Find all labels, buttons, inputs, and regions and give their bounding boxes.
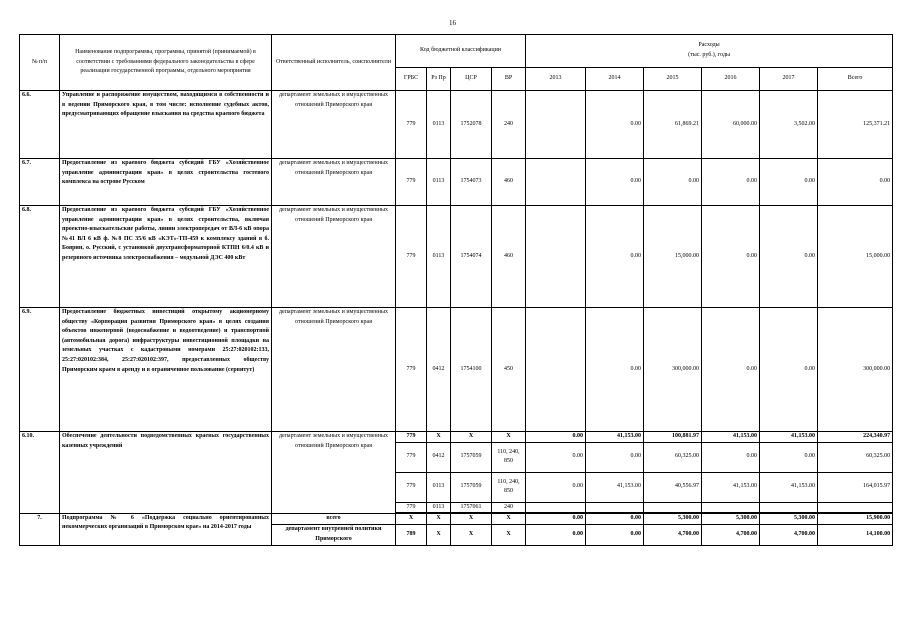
- header-csr: ЦСР: [451, 68, 492, 91]
- cell-2016: 5,300.00: [702, 513, 760, 524]
- cell-csr: 1757061: [451, 502, 492, 513]
- cell-vr: X: [492, 524, 526, 545]
- cell-total: 300,000.00: [818, 308, 893, 432]
- cell-2014: 41,153.00: [586, 432, 644, 443]
- cell-grbs: 779: [396, 432, 427, 443]
- row-name: Управление и распоряжение имуществом, находящимся в собственности и в ведении Приморского края, в том числе: исполнение судебных актов, предусматривающих обращение взыскания на средства краевого бюджета: [60, 91, 272, 159]
- table-row: [20, 308, 893, 432]
- cell-2017: 4,700.00: [760, 524, 818, 545]
- cell-2015: 60,325.00: [644, 442, 702, 472]
- row-responsible: департамент земельных и имущественных отношений Приморского края: [272, 91, 396, 159]
- cell-grbs: 779: [396, 206, 427, 308]
- cell-grbs: 779: [396, 159, 427, 206]
- row-name: Подпрограмма № 6 «Поддержка социально ориентированных некоммерческих организаций в Приморском крае» на 2014-2017 годы: [60, 513, 272, 545]
- cell-csr: 1752078: [451, 91, 492, 159]
- cell-2015: [644, 502, 702, 513]
- row-responsible: департамент земельных и имущественных отношений Приморского края: [272, 308, 396, 432]
- row-name: Предоставление из краевого бюджета субсидий ГБУ «Хозяйственное управление администрации края» в целях строительства, включая проектно-изыскательские работы, линии электропередач от ВЛ-6 кВ опора №41 ВЛ 6 кВ ф. №8 ПС 35/6 кВ «КЭТ»-ТП-459 к комплексу зданий в б. Боярин, о. Русский, с установкой двухтрансформаторной КТПН 6/0.4 кВ и резервного источника электроснабжения – модульной ДЭС 400 кВт: [60, 206, 272, 308]
- header-2015: 2015: [644, 68, 702, 91]
- cell-2014: 0.00: [586, 513, 644, 524]
- row-name: Предоставление из краевого бюджета субсидий ГБУ «Хозяйственное управление администрации края» в целях строительства гостевого комплекса на острове Русском: [60, 159, 272, 206]
- cell-rzpr: 0113: [427, 472, 451, 502]
- cell-2016: 0.00: [702, 159, 760, 206]
- cell-2013: [526, 502, 586, 513]
- cell-2016: 0.00: [702, 442, 760, 472]
- cell-2013: [526, 91, 586, 159]
- cell-2016: 4,700.00: [702, 524, 760, 545]
- cell-2015: 100,881.97: [644, 432, 702, 443]
- header-2013: 2013: [526, 68, 586, 91]
- cell-2013: [526, 159, 586, 206]
- header-grbs: ГРБС: [396, 68, 427, 91]
- cell-2017: 3,502.00: [760, 91, 818, 159]
- cell-csr: 1754073: [451, 159, 492, 206]
- cell-grbs: 779: [396, 308, 427, 432]
- cell-rzpr: 0113: [427, 159, 451, 206]
- cell-2017: 0.00: [760, 308, 818, 432]
- cell-vr: X: [492, 432, 526, 443]
- header-2016: 2016: [702, 68, 760, 91]
- cell-rzpr: 0412: [427, 442, 451, 472]
- cell-total: 0.00: [818, 159, 893, 206]
- cell-total: 60,325.00: [818, 442, 893, 472]
- header-2014: 2014: [586, 68, 644, 91]
- cell-grbs: 779: [396, 442, 427, 472]
- table-row: [20, 159, 893, 206]
- cell-2014: 0.00: [586, 524, 644, 545]
- cell-rzpr: 0412: [427, 308, 451, 432]
- cell-2013: 0.00: [526, 472, 586, 502]
- row-name: Предоставление бюджетных инвестиций открытому акционерному обществу «Корпорация развития Приморского края» в целях создания объектов инженерной (водоснабжение и водоотведение) и транспортной (автомобильная дорога) инфраструктуры инвестиционной площадки на земельных участках с кадастровыми номерами 25:27:020102:133, 25:27:020102:384, 25:27:020102:397, предоставленных обществу Приморским краем в аренду и в ограниченное пользование (сервитут): [60, 308, 272, 432]
- cell-2017: [760, 502, 818, 513]
- cell-2017: 0.00: [760, 159, 818, 206]
- cell-2013: 0.00: [526, 442, 586, 472]
- cell-2015: 40,556.97: [644, 472, 702, 502]
- cell-grbs: 779: [396, 91, 427, 159]
- cell-2013: [526, 308, 586, 432]
- budget-table: [19, 34, 893, 546]
- cell-csr: X: [451, 524, 492, 545]
- page-number: 16: [449, 19, 456, 27]
- header-responsible: Ответственный исполнитель, соисполнители: [272, 35, 396, 91]
- cell-2015: 4,700.00: [644, 524, 702, 545]
- cell-2014: [586, 502, 644, 513]
- cell-vr: 110, 240, 850: [492, 472, 526, 502]
- row-num: 6.6.: [20, 91, 60, 159]
- cell-csr: X: [451, 432, 492, 443]
- row-num: 6.9.: [20, 308, 60, 432]
- cell-2013: 0.00: [526, 513, 586, 524]
- cell-2017: 0.00: [760, 442, 818, 472]
- cell-vr: 460: [492, 206, 526, 308]
- cell-2017: 0.00: [760, 206, 818, 308]
- cell-csr: 1757059: [451, 472, 492, 502]
- cell-2014: 41,153.00: [586, 472, 644, 502]
- cell-2016: 60,000.00: [702, 91, 760, 159]
- cell-total: [818, 502, 893, 513]
- header-total: Всего: [818, 68, 893, 91]
- cell-vr: 110, 240, 850: [492, 442, 526, 472]
- cell-total: 224,340.97: [818, 432, 893, 443]
- cell-2015: 5,300.00: [644, 513, 702, 524]
- cell-rzpr: 0113: [427, 502, 451, 513]
- row-num: 6.8.: [20, 206, 60, 308]
- cell-2017: 5,300.00: [760, 513, 818, 524]
- header-vr: ВР: [492, 68, 526, 91]
- header-kbk: Код бюджетной классификации: [396, 35, 526, 68]
- cell-grbs: X: [396, 513, 427, 524]
- cell-csr: 1754100: [451, 308, 492, 432]
- cell-total: 164,015.97: [818, 472, 893, 502]
- cell-2013: [526, 206, 586, 308]
- cell-total: 15,900.00: [818, 513, 893, 524]
- cell-2014: 0.00: [586, 91, 644, 159]
- row-num: 6.7.: [20, 159, 60, 206]
- cell-2016: 41,153.00: [702, 432, 760, 443]
- cell-2016: 0.00: [702, 308, 760, 432]
- row-responsible: всего: [272, 513, 396, 524]
- cell-vr: 240: [492, 91, 526, 159]
- row-name: Обеспечение деятельности подведомственных краевых государственных казенных учреждений: [60, 432, 272, 514]
- cell-csr: 1757059: [451, 442, 492, 472]
- cell-rzpr: 0113: [427, 206, 451, 308]
- cell-2013: 0.00: [526, 432, 586, 443]
- cell-2014: 0.00: [586, 442, 644, 472]
- cell-grbs: 779: [396, 472, 427, 502]
- row-responsible: департамент земельных и имущественных отношений Приморского края: [272, 206, 396, 308]
- cell-2016: 41,153.00: [702, 472, 760, 502]
- cell-rzpr: X: [427, 432, 451, 443]
- cell-2017: 41,153.00: [760, 472, 818, 502]
- cell-2015: 0.00: [644, 159, 702, 206]
- header-expenses: Расходы (тыс. руб.), годы: [526, 35, 893, 68]
- cell-vr: 450: [492, 308, 526, 432]
- cell-rzpr: X: [427, 513, 451, 524]
- cell-rzpr: X: [427, 524, 451, 545]
- header-2017: 2017: [760, 68, 818, 91]
- cell-grbs: 789: [396, 524, 427, 545]
- cell-2015: 300,000.00: [644, 308, 702, 432]
- cell-total: 125,371.21: [818, 91, 893, 159]
- table-row: [20, 206, 893, 308]
- row-responsible: департамент земельных и имущественных отношений Приморского края: [272, 432, 396, 514]
- header-name: Наименование подпрограммы, программы, принятой (принимаемой) в соответствии с требованиями федерального законодательства в сфере реализации государственной программы, отдельного мероприятия: [60, 35, 272, 91]
- row-responsible: департамент земельных и имущественных отношений Приморского края: [272, 159, 396, 206]
- row-responsible: департамент внутренней политики Приморского: [272, 524, 396, 545]
- cell-2017: 41,153.00: [760, 432, 818, 443]
- table-row: [20, 91, 893, 159]
- row-num: 7.: [20, 513, 60, 545]
- cell-total: 15,000.00: [818, 206, 893, 308]
- cell-2016: 0.00: [702, 206, 760, 308]
- cell-total: 14,100.00: [818, 524, 893, 545]
- cell-rzpr: 0113: [427, 91, 451, 159]
- header-num: № п/п: [20, 35, 60, 91]
- table-row: [20, 513, 893, 524]
- cell-csr: 1754074: [451, 206, 492, 308]
- cell-2013: 0.00: [526, 524, 586, 545]
- table-row: [20, 432, 893, 443]
- cell-vr: 460: [492, 159, 526, 206]
- cell-csr: X: [451, 513, 492, 524]
- cell-vr: 240: [492, 502, 526, 513]
- cell-2015: 15,000.00: [644, 206, 702, 308]
- cell-vr: X: [492, 513, 526, 524]
- cell-2014: 0.00: [586, 159, 644, 206]
- cell-2014: 0.00: [586, 206, 644, 308]
- cell-grbs: 779: [396, 502, 427, 513]
- header-rzpr: Рз Пр: [427, 68, 451, 91]
- cell-2016: [702, 502, 760, 513]
- cell-2015: 61,869.21: [644, 91, 702, 159]
- cell-2014: 0.00: [586, 308, 644, 432]
- row-num: 6.10.: [20, 432, 60, 514]
